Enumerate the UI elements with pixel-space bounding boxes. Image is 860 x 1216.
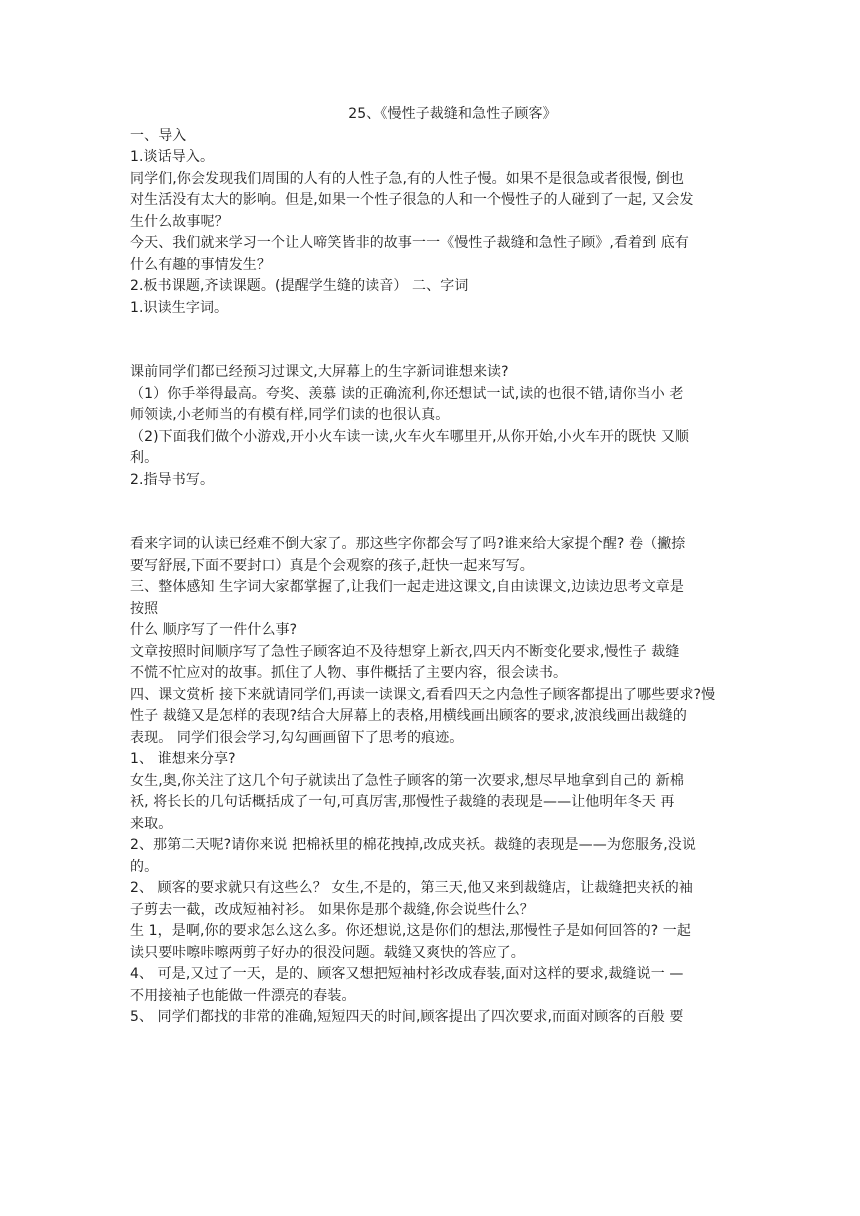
text-line: （2)下面我们做个小游戏,开小火车读一读,火车火车哪里开,从你开始,小火车开的既快 又顺: [130, 428, 690, 445]
text-line: 同学们,你会发现我们周围的人有的人性子急,有的人性子慢。如果不是很急或者很慢, 倒也: [130, 170, 684, 187]
text-line: 课前同学们都已经预习过课文,大屏幕上的生字新词谁想来读?: [130, 364, 509, 380]
text-line: 要写舒展,下面不要封口）真是个会观察的孩子,赶快一起来写写。: [130, 557, 534, 574]
text-line: 按照: [130, 600, 159, 617]
text-line: 来取。: [130, 815, 173, 832]
text-line: 的。: [130, 858, 159, 875]
text-line: 什么 顺序写了一件什么事?: [130, 622, 298, 638]
text-line: 三、整体感知 生字词大家都掌握了,让我们一起走进这课文,自由读课文,边读边思考文章是: [130, 579, 684, 595]
text-line: 1、 谁想来分享?: [130, 751, 236, 767]
text-line: 一、导入: [130, 127, 187, 144]
text-line: 2.指导书写。: [130, 471, 215, 488]
text-line: 四、课文赏析 接下来就请同学们,再读一读课文,看看四天之内急性子顾客都提出了哪些要求?慢: [130, 686, 716, 703]
text-line: 不慌不忙应对的故事。抓住了人物、事件概括了主要内容，很会读书。: [130, 665, 568, 681]
text-line: 生什么故事呢？: [130, 213, 229, 230]
text-line: 不用接袖子也能做一件漂亮的春装。: [130, 987, 356, 1004]
text-line: 2、那第二天呢?请你来说 把棉袄里的棉花拽掉,改成夹袄。裁缝的表现是——为您服务,没说: [130, 837, 696, 853]
text-line: 对生活没有太大的影响。但是,如果一个性子很急的人和一个慢性子的人碰到了一起, 又会发: [130, 192, 694, 208]
text-line: 女生,奥,你关注了这几个句子就读出了急性子顾客的第一次要求,想尽早地拿到自己的 新棉: [130, 772, 684, 789]
text-line: 什么有趣的事情发生？: [130, 256, 271, 273]
text-line: 读只要咔嚓咔嚓两剪子好办的很没问题。载缝又爽快的答应了。: [130, 944, 525, 961]
text-line: 1.识读生字词。: [130, 299, 229, 316]
text-line: 2.板书课题,齐读课题。(提醒学生缝的读音） 二、字词: [130, 278, 469, 294]
blank-gap: [130, 319, 735, 362]
text-line: 生 1，是啊,你的要求怎么这么多。你还想说,这是你们的想法,那慢性子是如何回答的? 一起: [130, 923, 691, 939]
document-lines: [130, 126, 735, 1029]
document-body: [130, 104, 735, 1029]
text-line: 文章按照时间顺序写了急性子顾客迫不及待想穿上新衣,四天内不断变化要求,慢性子 裁缝: [130, 643, 680, 660]
text-line: 2、 顾客的要求就只有这些么？ 女生,不是的，第三天,他又来到裁缝店，让裁缝把夹袄的袖: [130, 880, 694, 896]
blank-gap: [130, 491, 735, 534]
text-line: 4、 可是,又过了一天，是的、顾客又想把短袖村衫改成春装,面对这样的要求,裁缝说一 —: [130, 966, 684, 982]
text-line: 5、 同学们都找的非常的准确,短短四天的时间,顾客提出了四次要求,而面对顾客的百般 要: [130, 1009, 684, 1025]
text-line: 利。: [130, 450, 159, 466]
text-line: 今天、我们就来学习一个让人啼笑皆非的故事一一《慢性子裁缝和急性子顾》,看着到 底有: [130, 235, 689, 251]
text-line: 师领读,小老师当的有模有样,同学们读的也很认真。: [130, 407, 450, 423]
text-line: 1.谈话导入。: [130, 149, 215, 165]
text-line: 性子 裁缝又是怎样的表现?结合大屏幕上的表格,用横线画出顾客的要求,波浪线画出裁缝的: [130, 708, 687, 724]
text-line: 表现。 同学们很会学习,勾勾画画留下了思考的痕迹。: [130, 729, 464, 746]
text-line: 袄, 将长长的几句话概括成了一句,可真厉害,那慢性子裁缝的表现是——让他明年冬天 再: [130, 794, 675, 810]
document-title: 25、《慢性子裁缝和急性子顾客》: [348, 106, 557, 122]
text-line: 子剪去一截，改成短袖衬衫。 如果你是那个裁缝,你会说些什么？: [130, 901, 534, 918]
text-line: 看来字词的认读已经难不倒大家了。那这些字你都会写了吗?谁来给大家提个醒? 卷（撇捺: [130, 536, 686, 552]
text-line: （1）你手举得最高。夸奖、羡慕 读的正确流利,你还想试一试,读的也很不错,请你当小 老: [130, 385, 684, 402]
